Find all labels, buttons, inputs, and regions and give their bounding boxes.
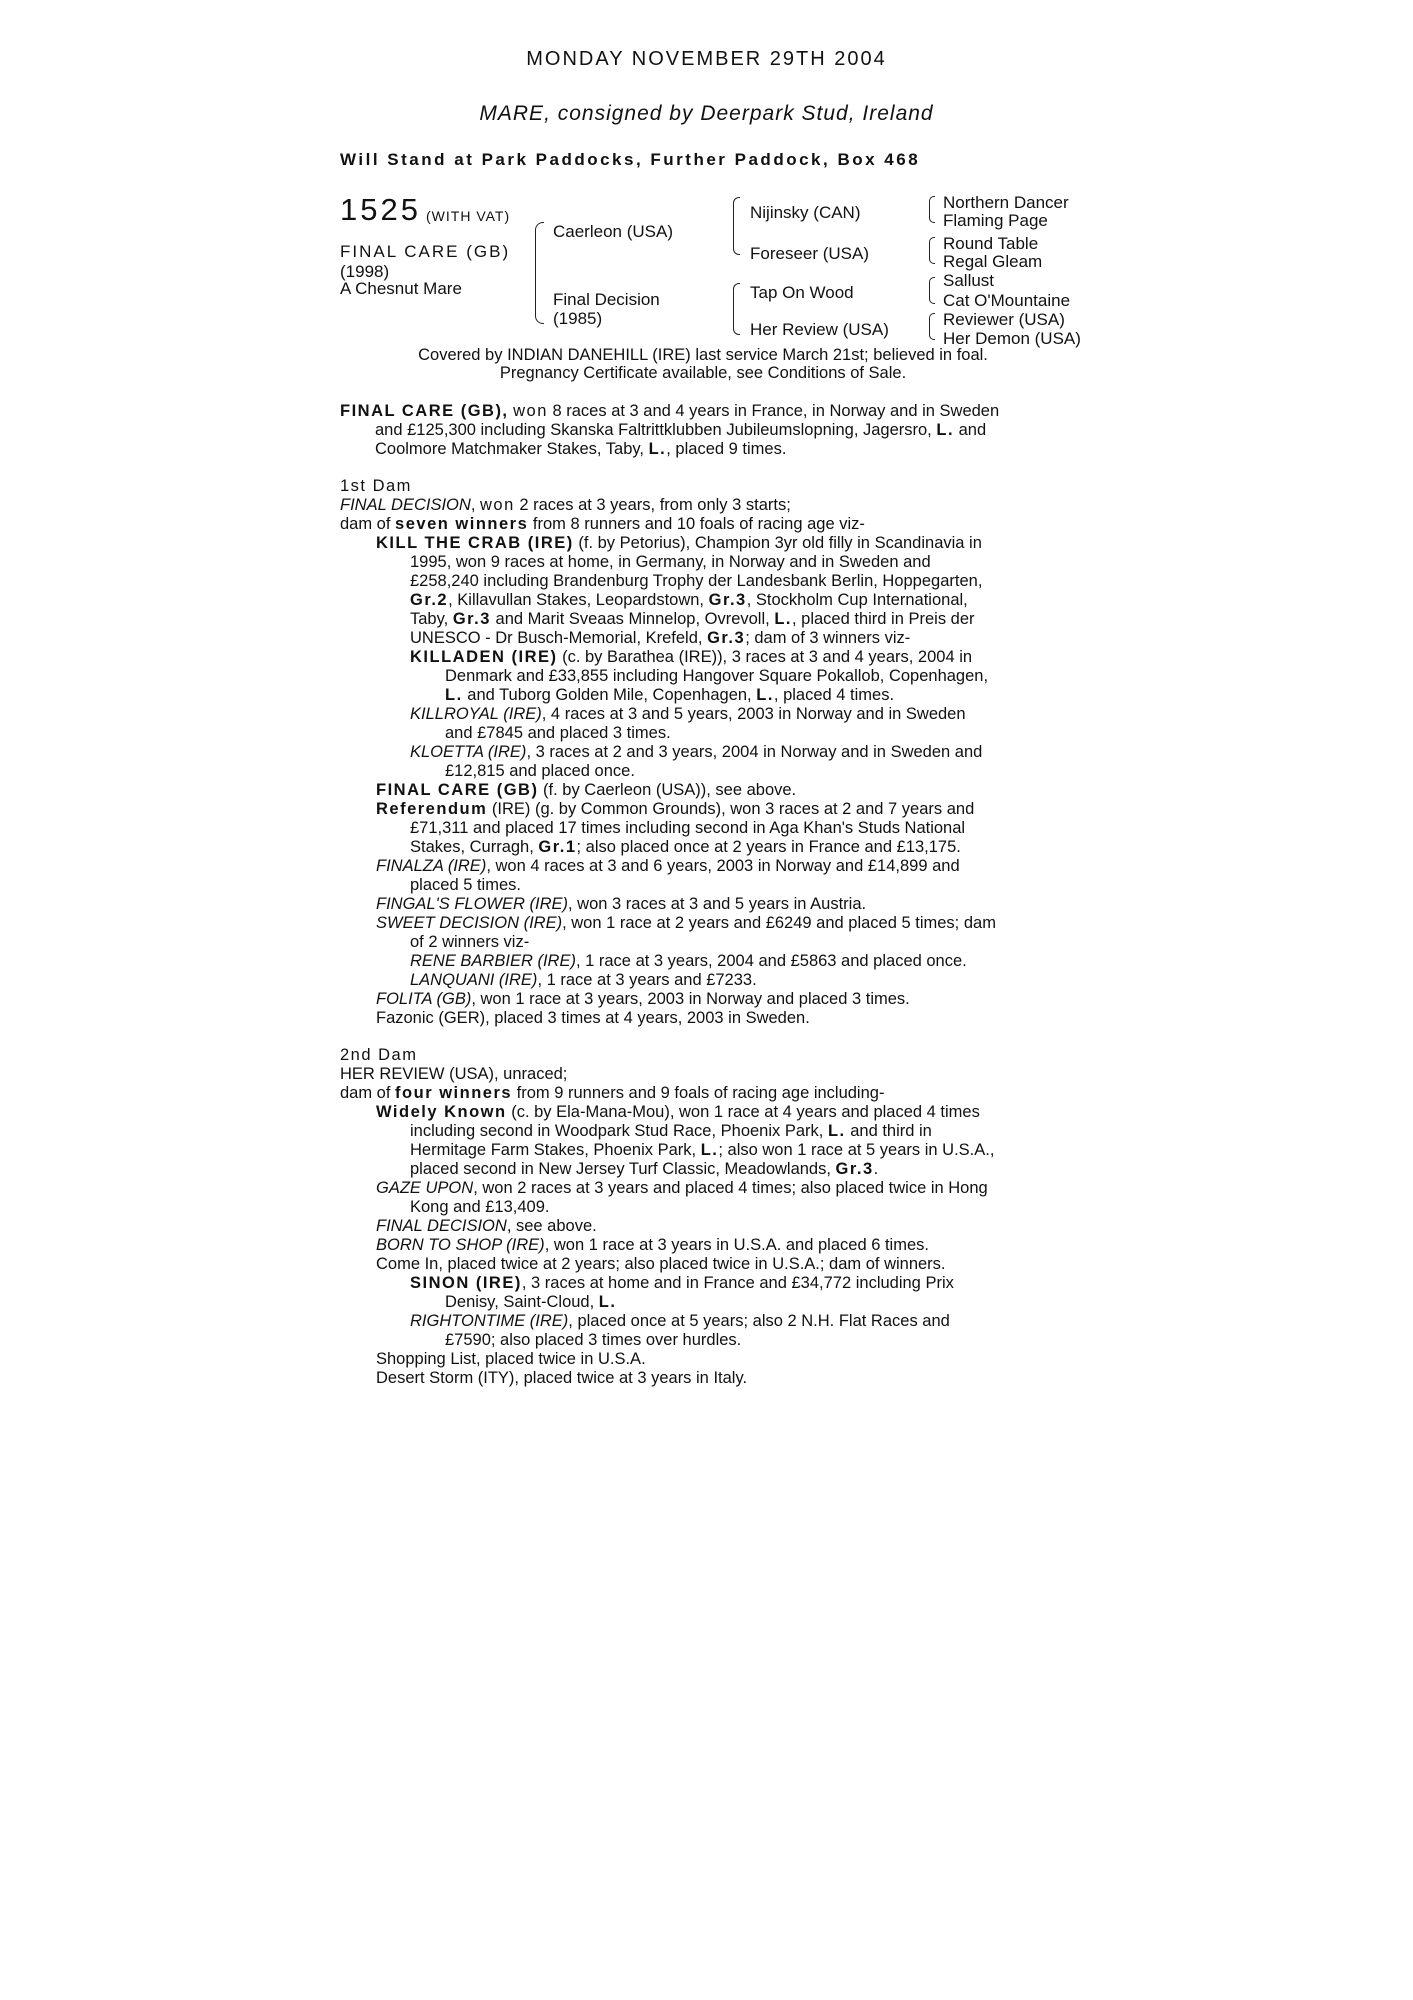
produce-text: Fazonic (GER), placed 3 times at 4 years, 2003 in Sweden. (376, 1009, 810, 1027)
pedigree-dam-sire: Tap On Wood (750, 283, 854, 302)
produce-text: Taby, (410, 610, 449, 628)
sale-date: MONDAY NOVEMBER 29TH 2004 (526, 48, 887, 70)
first-dam-name-line (340, 496, 791, 515)
produce-text: (f. by Caerleon (USA)), see above. (543, 781, 797, 799)
produce-text: Denisy, Saint-Cloud, (445, 1293, 595, 1311)
listed-marker: L. (648, 440, 667, 458)
listed-marker: L. (774, 610, 792, 628)
produce-line (410, 876, 521, 895)
winners-count: seven winners (395, 515, 529, 533)
produce-name: KILL THE CRAB (IRE) (376, 534, 574, 552)
produce-final-decision (376, 1217, 597, 1236)
pedigree-dsd: Cat O'Mountaine (943, 291, 1071, 310)
produce-sinon (410, 1274, 954, 1293)
summary-line-3 (375, 440, 786, 459)
produce-line (445, 667, 988, 686)
pedigree-brace-sire (733, 197, 740, 255)
produce-rightontime (410, 1312, 950, 1331)
first-dam-heading: 1st Dam (340, 477, 412, 495)
produce-name: FINAL DECISION (376, 1217, 507, 1235)
produce-text: , won 2 races at 3 years and placed 4 times; also placed twice in Hong (473, 1179, 988, 1197)
produce-killroyal (410, 705, 966, 724)
produce-text: of 2 winners viz- (410, 933, 530, 951)
produce-text: placed 5 times. (410, 876, 521, 894)
produce-name: GAZE UPON (376, 1179, 474, 1197)
produce-text: ; also won 1 race at 5 years in U.S.A., (718, 1141, 995, 1159)
summary-text-1: 8 races at 3 and 4 years in France, in Norway and in Sweden (552, 402, 1000, 420)
lot-number: 1525 (340, 192, 421, 227)
produce-killaden (410, 648, 972, 667)
consignor-line: MARE, consigned by Deerpark Stud, Ireland (479, 102, 934, 125)
produce-shopping-list (376, 1350, 646, 1369)
produce-line (410, 1160, 878, 1179)
produce-summary: from 9 runners and 9 foals of racing age including- (516, 1084, 885, 1102)
pedigree-sire-dam: Foreseer (USA) (750, 244, 870, 263)
produce-name: SINON (IRE) (410, 1274, 522, 1292)
produce-text: including second in Woodpark Stud Race, Phoenix Park, (410, 1122, 824, 1140)
pedigree-brace-main (535, 222, 544, 324)
won-label: won (480, 496, 515, 514)
produce-text: , placed third in Preis der (792, 610, 975, 628)
listed-marker: L. (445, 686, 463, 704)
first-dam-name: FINAL DECISION (340, 496, 471, 514)
produce-text: Stakes, Curragh, (410, 838, 534, 856)
produce-name: LANQUANI (IRE) (410, 971, 538, 989)
produce-text: £258,240 including Brandenburg Trophy der Landesbank Berlin, Hoppegarten, (410, 572, 983, 590)
produce-line (445, 724, 671, 743)
grade-marker: Gr.2 (410, 591, 449, 609)
produce-text: , Stockholm Cup International, (746, 591, 968, 609)
produce-text: Come In, placed twice at 2 years; also placed twice in U.S.A.; dam of winners. (376, 1255, 946, 1273)
produce-text: and Tuborg Golden Mile, Copenhagen, (467, 686, 752, 704)
produce-text: Kong and £13,409. (410, 1198, 550, 1216)
produce-text: , placed 4 times. (773, 686, 895, 704)
produce-name: RENE BARBIER (IRE) (410, 952, 576, 970)
produce-name: FINAL CARE (GB) (376, 781, 539, 799)
produce-text: ; also placed once at 2 years in France and £13,175. (576, 838, 961, 856)
pedigree-dam-dam: Her Review (USA) (750, 320, 889, 339)
summary-text-2: and £125,300 including Skanska Faltrittklubben Jubileumslopning, Jagersro, (375, 421, 932, 439)
comma: , (470, 496, 476, 514)
listed-marker: L. (700, 1141, 719, 1159)
produce-text: Shopping List, placed twice in U.S.A. (376, 1350, 646, 1368)
second-dam-name-line: HER REVIEW (USA), unraced; (340, 1065, 568, 1083)
produce-gaze-upon (376, 1179, 988, 1198)
produce-text: £7590; also placed 3 times over hurdles. (445, 1331, 742, 1349)
winners-count: four winners (395, 1084, 513, 1102)
summary-line-2 (375, 421, 986, 440)
produce-line (445, 1293, 616, 1312)
produce-line (410, 591, 968, 610)
produce-name: FINGAL'S FLOWER (IRE) (376, 895, 568, 913)
produce-text: 1995, won 9 races at home, in Germany, in Norway and in Sweden and (410, 553, 931, 571)
produce-desert-storm (376, 1369, 747, 1388)
produce-text: (IRE) (g. by Common Grounds), won 3 races at 2 and 7 years and (491, 800, 975, 818)
produce-text: , won 1 race at 2 years and £6249 and placed 5 times; dam (562, 914, 996, 932)
produce-line (410, 629, 910, 648)
produce-name: SWEET DECISION (IRE) (376, 914, 563, 932)
first-dam-produce-line (340, 515, 865, 534)
vat-label: (WITH VAT) (426, 208, 511, 224)
produce-text: , Killavullan Stakes, Leopardstown, (448, 591, 705, 609)
produce-fazonic (376, 1009, 810, 1028)
produce-text: £12,815 and placed once. (445, 762, 635, 780)
summary-text-3: Coolmore Matchmaker Stakes, Taby, (375, 440, 644, 458)
produce-text: (f. by Petorius), Champion 3yr old filly in Scandinavia in (578, 534, 982, 552)
produce-fingals-flower (376, 895, 866, 914)
produce-text: ; dam of 3 winners viz- (745, 629, 911, 647)
produce-text: . (873, 1160, 879, 1178)
produce-line (445, 686, 894, 705)
produce-text: , won 1 race at 3 years, 2003 in Norway and placed 3 times. (471, 990, 910, 1008)
produce-text: UNESCO - Dr Busch-Memorial, Krefeld, (410, 629, 703, 647)
produce-line (410, 1141, 994, 1160)
produce-name: FOLITA (GB) (376, 990, 472, 1008)
pedigree-sds: Round Table (943, 234, 1039, 253)
produce-name: RIGHTONTIME (IRE) (410, 1312, 569, 1330)
produce-line (410, 933, 529, 952)
produce-text: , 1 race at 3 years, 2004 and £5863 and placed once. (575, 952, 967, 970)
produce-line (445, 762, 635, 781)
produce-text: and third in (850, 1122, 932, 1140)
pedigree-ssd: Flaming Page (943, 211, 1048, 230)
listed-marker: L. (756, 686, 774, 704)
produce-kloetta (410, 743, 982, 762)
summary-horse-name: FINAL CARE (GB), (340, 402, 509, 420)
produce-name: FINALZA (IRE) (376, 857, 487, 875)
grade-marker: Gr.3 (707, 629, 746, 647)
grade-marker: Gr.3 (708, 591, 747, 609)
grade-marker: Gr.1 (538, 838, 577, 856)
location-line: Will Stand at Park Paddocks, Further Paddock, Box 468 (340, 150, 921, 169)
produce-name: BORN TO SHOP (IRE) (376, 1236, 545, 1254)
produce-name: KILLADEN (IRE) (410, 648, 558, 666)
dam-of-label: dam of (340, 1084, 391, 1102)
produce-text: (c. by Ela-Mana-Mou), won 1 race at 4 years and placed 4 times (511, 1103, 980, 1121)
produce-come-in (376, 1255, 946, 1274)
produce-line (410, 819, 965, 838)
produce-text: , placed once at 5 years; also 2 N.H. Flat Races and (568, 1312, 950, 1330)
produce-text: , won 3 races at 3 and 5 years in Austria. (568, 895, 867, 913)
pedigree-dss: Sallust (943, 271, 995, 290)
produce-text: , won 4 races at 3 and 6 years, 2003 in Norway and £14,899 and (486, 857, 960, 875)
produce-widely-known (376, 1103, 980, 1122)
produce-final-care (376, 781, 796, 800)
produce-name: Widely Known (376, 1103, 507, 1121)
produce-text: Denmark and £33,855 including Hangover Square Pokallob, Copenhagen, (445, 667, 989, 685)
produce-text: , 3 races at 2 and 3 years, 2004 in Norway and in Sweden and (526, 743, 983, 761)
produce-text: Hermitage Farm Stakes, Phoenix Park, (410, 1141, 697, 1159)
produce-line (445, 1331, 741, 1350)
horse-description: A Chesnut Mare (340, 279, 462, 298)
second-dam-produce-line (340, 1084, 884, 1103)
pedigree-sire-sire: Nijinsky (CAN) (750, 203, 861, 222)
pedigree-brace-sd (929, 237, 935, 264)
listed-marker: L. (598, 1293, 617, 1311)
produce-line (410, 1198, 549, 1217)
listed-marker: L. (936, 421, 955, 439)
pedigree-dam-line1: Final Decision (553, 290, 660, 309)
produce-referendum (376, 800, 974, 819)
produce-text: , 4 races at 3 and 5 years, 2003 in Norway and in Sweden (541, 705, 966, 723)
grade-marker: Gr.3 (452, 610, 491, 628)
second-dam-heading: 2nd Dam (340, 1046, 418, 1064)
listed-marker: L. (827, 1122, 846, 1140)
pedigree-sdd: Regal Gleam (943, 252, 1043, 271)
pedigree-brace-dd (929, 313, 935, 340)
pedigree-sss: Northern Dancer (943, 193, 1069, 212)
produce-text: , 1 race at 3 years and £7233. (537, 971, 757, 989)
dam-of-label: dam of (340, 515, 391, 533)
produce-name: Referendum (376, 800, 488, 818)
pedigree-dds: Reviewer (USA) (943, 310, 1065, 329)
produce-line (410, 610, 975, 629)
covered-line-1: Covered by INDIAN DANEHILL (IRE) last service March 21st; believed in foal. (418, 346, 988, 364)
produce-line (410, 1122, 932, 1141)
produce-lanquani (410, 971, 757, 990)
produce-name: KILLROYAL (IRE) (410, 705, 542, 723)
first-dam-record: 2 races at 3 years, from only 3 starts; (519, 496, 791, 514)
summary-text-3c: , placed 9 times. (666, 440, 787, 458)
pedigree-brace-dam (733, 283, 740, 335)
produce-name: KLOETTA (IRE) (410, 743, 527, 761)
pedigree-dam-line2: (1985) (553, 309, 603, 328)
produce-text: and Marit Sveaas Minnelop, Ovrevoll, (495, 610, 770, 628)
produce-folita (376, 990, 910, 1009)
produce-sweet-decision (376, 914, 996, 933)
summary-text-2c: and (958, 421, 987, 439)
produce-text: , won 1 race at 3 years in U.S.A. and placed 6 times. (544, 1236, 929, 1254)
produce-line (410, 572, 982, 591)
produce-born-to-shop (376, 1236, 929, 1255)
pedigree-brace-ss (929, 196, 935, 223)
pedigree-brace-ds (929, 277, 935, 304)
produce-rene-barbier (410, 952, 967, 971)
produce-text: Desert Storm (ITY), placed twice at 3 years in Italy. (376, 1369, 748, 1387)
covered-line-2: Pregnancy Certificate available, see Conditions of Sale. (499, 364, 907, 382)
pedigree-ddd: Her Demon (USA) (943, 329, 1081, 348)
produce-line (410, 838, 961, 857)
horse-year: (1998) (340, 262, 390, 281)
produce-finalza (376, 857, 960, 876)
produce-text: (c. by Barathea (IRE)), 3 races at 3 and 4 years, 2004 in (562, 648, 973, 666)
produce-summary: from 8 runners and 10 foals of racing age viz- (532, 515, 865, 533)
produce-text: , 3 races at home and in France and £34,772 including Prix (521, 1274, 954, 1292)
grade-marker: Gr.3 (835, 1160, 874, 1178)
produce-text: £71,311 and placed 17 times including second in Aga Khan's Studs National (410, 819, 966, 837)
produce-line (410, 553, 931, 572)
produce-text: , see above. (506, 1217, 597, 1235)
produce-text: and £7845 and placed 3 times. (445, 724, 671, 742)
produce-kill-the-crab (376, 534, 982, 553)
horse-name: FINAL CARE (GB) (340, 242, 511, 261)
summary-line-1 (340, 402, 999, 421)
summary-won: won (513, 402, 548, 420)
pedigree-sire: Caerleon (USA) (553, 222, 673, 241)
produce-text: placed second in New Jersey Turf Classic, Meadowlands, (410, 1160, 831, 1178)
